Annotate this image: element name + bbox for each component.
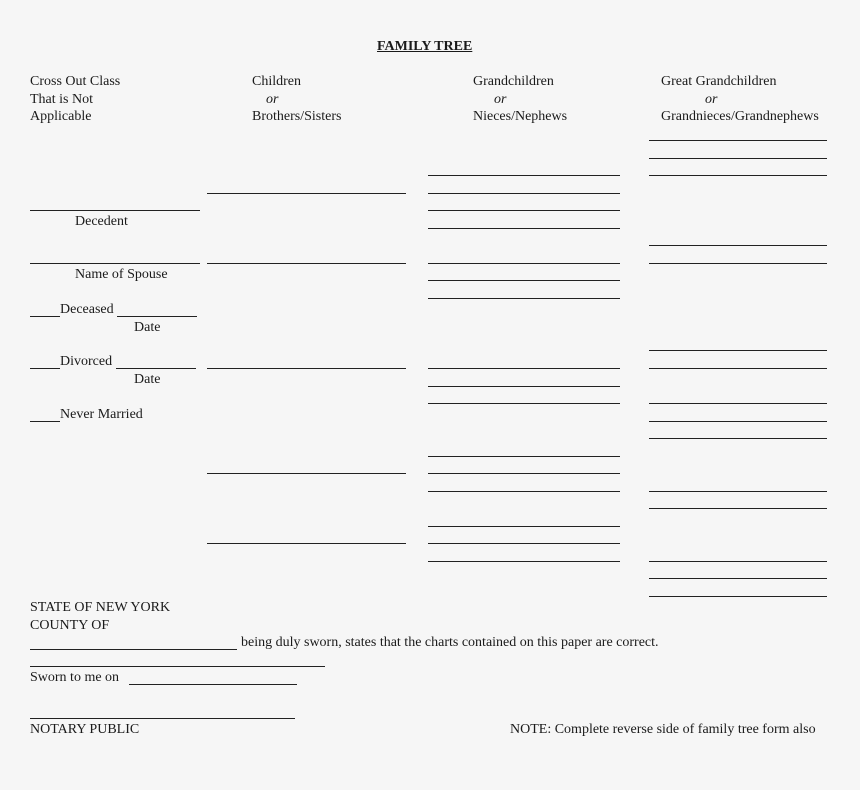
- child-field-2[interactable]: [207, 263, 406, 264]
- col3-header-top: Grandchildren: [473, 74, 554, 89]
- great-grandchild-field[interactable]: [649, 421, 827, 422]
- grandchild-field[interactable]: [428, 526, 620, 527]
- great-grandchild-field[interactable]: [649, 245, 827, 246]
- grandchild-field[interactable]: [428, 263, 620, 264]
- divorced-date-label: Date: [134, 372, 161, 387]
- child-field-5[interactable]: [207, 543, 406, 544]
- affiant-signature-field[interactable]: [30, 666, 325, 667]
- spouse-label: Name of Spouse: [75, 267, 168, 282]
- grandchild-field[interactable]: [428, 228, 620, 229]
- great-grandchild-field[interactable]: [649, 561, 827, 562]
- deceased-date-field[interactable]: [117, 316, 197, 317]
- notary-label: NOTARY PUBLIC: [30, 722, 140, 737]
- grandchild-field[interactable]: [428, 456, 620, 457]
- sworn-statement: being duly sworn, states that the charts contained on this paper are correct.: [241, 635, 659, 650]
- col2-header-or: or: [266, 92, 279, 107]
- sworn-date-field[interactable]: [129, 684, 297, 685]
- great-grandchild-field[interactable]: [649, 578, 827, 579]
- child-field-1[interactable]: [207, 193, 406, 194]
- decedent-field[interactable]: [30, 210, 200, 211]
- decedent-label: Decedent: [75, 214, 128, 229]
- grandchild-field[interactable]: [428, 210, 620, 211]
- col1-header-line3: Applicable: [30, 109, 92, 124]
- col2-header-bottom: Brothers/Sisters: [252, 109, 342, 124]
- affiant-name-field[interactable]: [30, 649, 237, 650]
- great-grandchild-field[interactable]: [649, 403, 827, 404]
- col3-header-or: or: [494, 92, 507, 107]
- grandchild-field[interactable]: [428, 543, 620, 544]
- col1-header-line2: That is Not: [30, 92, 93, 107]
- divorced-checkbox-line[interactable]: [30, 368, 60, 369]
- spouse-field[interactable]: [30, 263, 200, 264]
- great-grandchild-field[interactable]: [649, 175, 827, 176]
- great-grandchild-field[interactable]: [649, 140, 827, 141]
- county-label: COUNTY OF: [30, 618, 110, 633]
- col4-header-or: or: [705, 92, 718, 107]
- divorced-label: Divorced: [60, 354, 113, 369]
- child-field-3[interactable]: [207, 368, 406, 369]
- state-label: STATE OF NEW YORK: [30, 600, 171, 615]
- page-title: FAMILY TREE: [377, 39, 473, 54]
- notary-signature-field[interactable]: [30, 718, 295, 719]
- grandchild-field[interactable]: [428, 491, 620, 492]
- col2-header-top: Children: [252, 74, 301, 89]
- grandchild-field[interactable]: [428, 193, 620, 194]
- child-field-4[interactable]: [207, 473, 406, 474]
- col4-header-top: Great Grandchildren: [661, 74, 777, 89]
- col4-header-bottom: Grandnieces/Grandnephews: [661, 109, 819, 124]
- great-grandchild-field[interactable]: [649, 350, 827, 351]
- grandchild-field[interactable]: [428, 298, 620, 299]
- grandchild-field[interactable]: [428, 403, 620, 404]
- never-married-label: Never Married: [60, 407, 143, 422]
- grandchild-field[interactable]: [428, 561, 620, 562]
- grandchild-field[interactable]: [428, 368, 620, 369]
- grandchild-field[interactable]: [428, 386, 620, 387]
- grandchild-field[interactable]: [428, 280, 620, 281]
- reverse-side-note: NOTE: Complete reverse side of family tree form also: [510, 722, 816, 737]
- great-grandchild-field[interactable]: [649, 438, 827, 439]
- great-grandchild-field[interactable]: [649, 368, 827, 369]
- deceased-date-label: Date: [134, 320, 161, 335]
- col3-header-bottom: Nieces/Nephews: [473, 109, 568, 124]
- great-grandchild-field[interactable]: [649, 491, 827, 492]
- deceased-label: Deceased: [60, 302, 114, 317]
- sworn-to-label: Sworn to me on: [30, 670, 120, 685]
- grandchild-field[interactable]: [428, 473, 620, 474]
- divorced-date-field[interactable]: [116, 368, 196, 369]
- deceased-checkbox-line[interactable]: [30, 316, 60, 317]
- col1-header-line1: Cross Out Class: [30, 74, 121, 89]
- great-grandchild-field[interactable]: [649, 508, 827, 509]
- never-married-checkbox-line[interactable]: [30, 421, 60, 422]
- great-grandchild-field[interactable]: [649, 158, 827, 159]
- great-grandchild-field[interactable]: [649, 596, 827, 597]
- great-grandchild-field[interactable]: [649, 263, 827, 264]
- grandchild-field[interactable]: [428, 175, 620, 176]
